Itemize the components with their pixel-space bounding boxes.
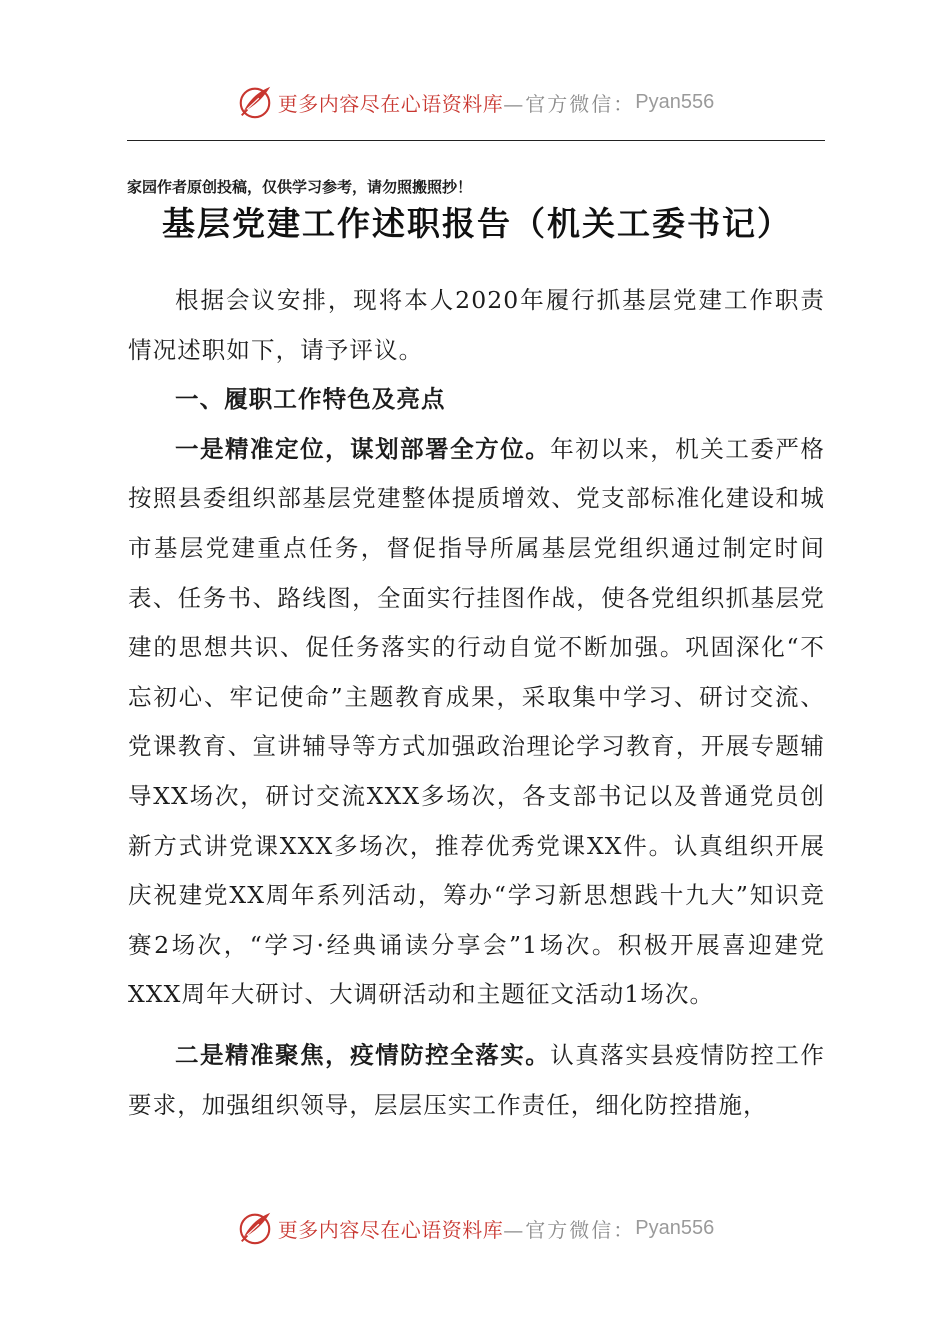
- quill-pen-logo-icon: [236, 83, 274, 121]
- intro-paragraph: 根据会议安排，现将本人2020年履行抓基层党建工作职责情况述职如下，请予评议。: [128, 286, 825, 364]
- banner-wechat-label: —官方微信：: [503, 1217, 636, 1242]
- paragraph-1: [128, 425, 825, 1020]
- footer-banner: [0, 1208, 950, 1248]
- banner-wechat-label: —官方微信：: [503, 91, 636, 116]
- banner-main-text: 更多内容尽在心语资料库: [277, 1217, 504, 1242]
- paragraph-2: [128, 1031, 825, 1130]
- quill-pen-logo-icon: [236, 1209, 274, 1247]
- section-heading: 一、履职工作特色及亮点: [175, 385, 446, 414]
- document-title: 基层党建工作述职报告（机关工委书记）: [162, 204, 792, 243]
- header-divider: [127, 140, 825, 141]
- header-banner: [0, 82, 950, 122]
- paragraph-2-lead: 二是精准聚焦，疫情防控全落实。: [175, 1040, 551, 1069]
- paragraph-1-lead: 一是精准定位，谋划部署全方位。: [175, 434, 551, 463]
- paragraph-1-text: 年初以来，机关工委严格按照县委组织部基层党建整体提质增效、党支部标准化建设和城市基层党建重点任务，督促指导所属基层党组织通过制定时间表、任务书、路线图，全面实行挂图作战，使各党组织抓基层党建的思想共识、促任务落实的行动自觉不断加强。巩固深化“不忘初心、牢记使命”主题教育成果，采取集中学习、研讨交流、党课教育、宣讲辅导等方式加强政治理论学习教育，开展专题辅导XX场次，研讨交流XXX多场次，各支部书记以及普通党员创新方式讲党课XXX多场次，推荐优秀党课XX件。认真组织开展庆祝建党XX周年系列活动，筹办“学习新思想践十九大”知识竞赛2场次，“学习·经典诵读分享会”1场次。积极开展喜迎建党XXX周年大研讨、大调研活动和主题征文活动1场次。: [128, 434, 825, 1009]
- copyright-note: 家园作者原创投稿，仅供学习参考，请勿照搬照抄！: [127, 178, 473, 196]
- banner-wechat-id: Pyan556: [635, 1216, 715, 1239]
- document-body: [128, 276, 825, 1130]
- banner-main-text: 更多内容尽在心语资料库: [277, 91, 504, 116]
- banner-wechat-id: Pyan556: [635, 90, 715, 113]
- paragraph-2-text: 认真落实县疫情防控工作要求，加强组织领导，层层压实工作责任，细化防控措施，: [128, 1040, 825, 1119]
